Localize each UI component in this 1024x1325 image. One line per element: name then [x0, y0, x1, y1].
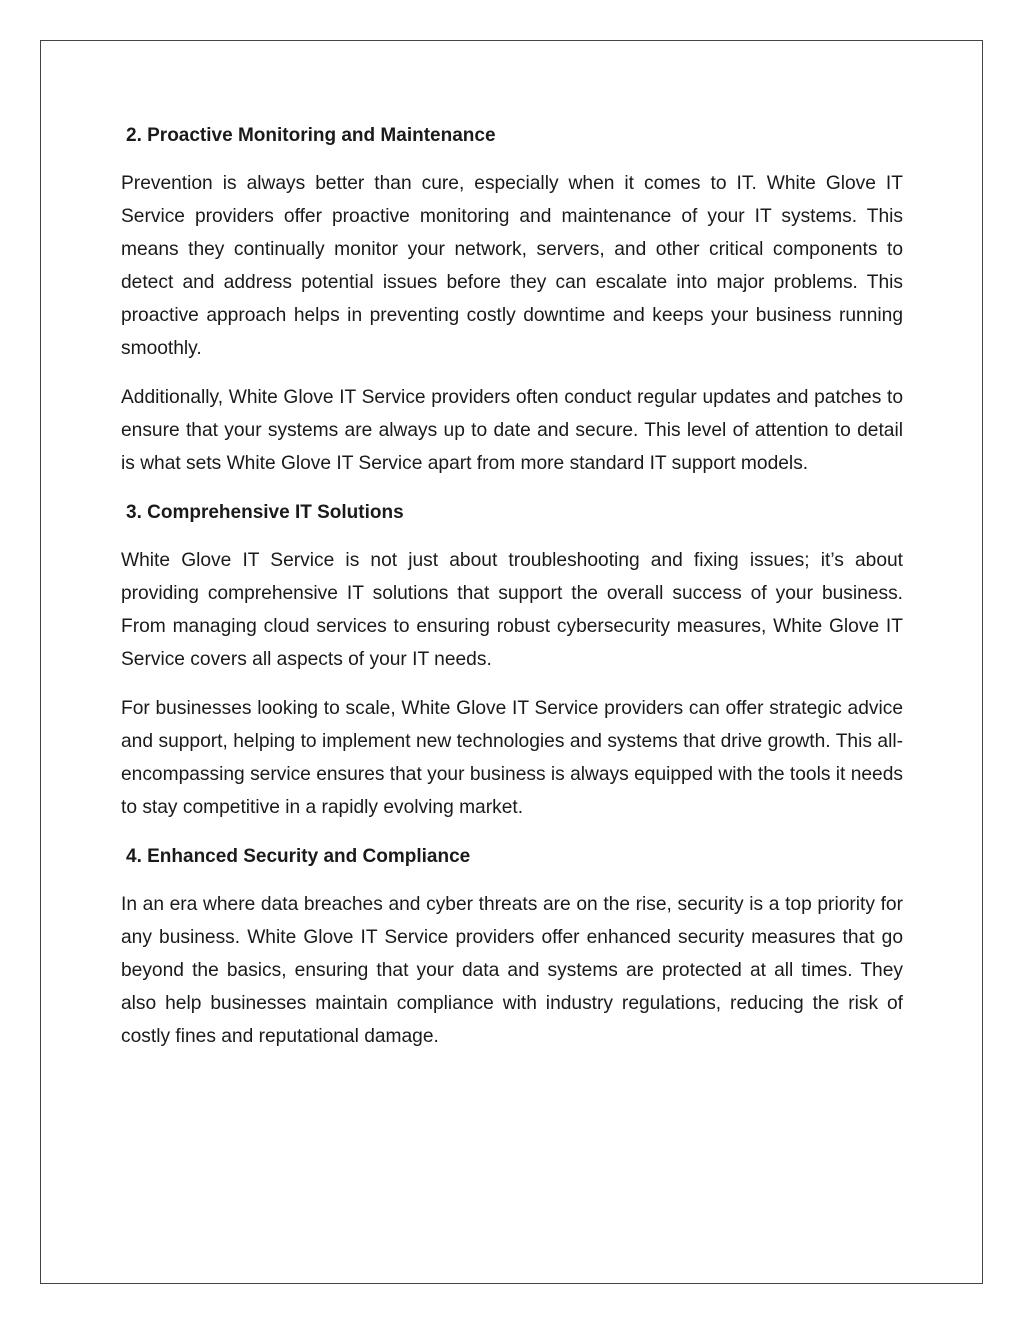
paragraph: Prevention is always better than cure, especially when it comes to IT. White Glove IT Service providers offer proactive monitoring and maintenance of your IT systems. This means they continually monitor your network, servers, and other critical components to detect and address potential issues before they can escalate into major problems. This proactive approach helps in preventing costly downtime and keeps your business running smoothly. [121, 173, 903, 359]
paragraph: In an era where data breaches and cyber threats are on the rise, security is a top priority for any business. White Glove IT Service providers offer enhanced security measures that go beyond the basics, ensuring that your data and systems are protected at all times. They also help businesses maintain compliance with industry regulations, reducing the risk of costly fines and reputational damage. [121, 894, 903, 1047]
paragraph: White Glove IT Service is not just about troubleshooting and fixing issues; it’s about providing comprehensive IT solutions that support the overall success of your business. From managing cloud services to ensuring robust cybersecurity measures, White Glove IT Service covers all aspects of your IT needs. [121, 550, 903, 670]
section-proactive-monitoring [121, 119, 903, 480]
section-heading: 2. Proactive Monitoring and Maintenance [126, 125, 496, 146]
section-heading: 4. Enhanced Security and Compliance [126, 846, 471, 867]
paragraph: For businesses looking to scale, White Glove IT Service providers can offer strategic advice and support, helping to implement new technologies and systems that drive growth. This all-encompassing service ensures that your business is always equipped with the tools it needs to stay competitive in a rapidly evolving market. [121, 698, 903, 818]
document-body [121, 119, 903, 1069]
paragraph: Additionally, White Glove IT Service providers often conduct regular updates and patches to ensure that your systems are always up to date and secure. This level of attention to detail is what sets White Glove IT Service apart from more standard IT support models. [121, 387, 903, 474]
section-comprehensive-solutions [121, 496, 903, 824]
section-heading: 3. Comprehensive IT Solutions [126, 502, 404, 523]
section-security-compliance [121, 840, 903, 1053]
